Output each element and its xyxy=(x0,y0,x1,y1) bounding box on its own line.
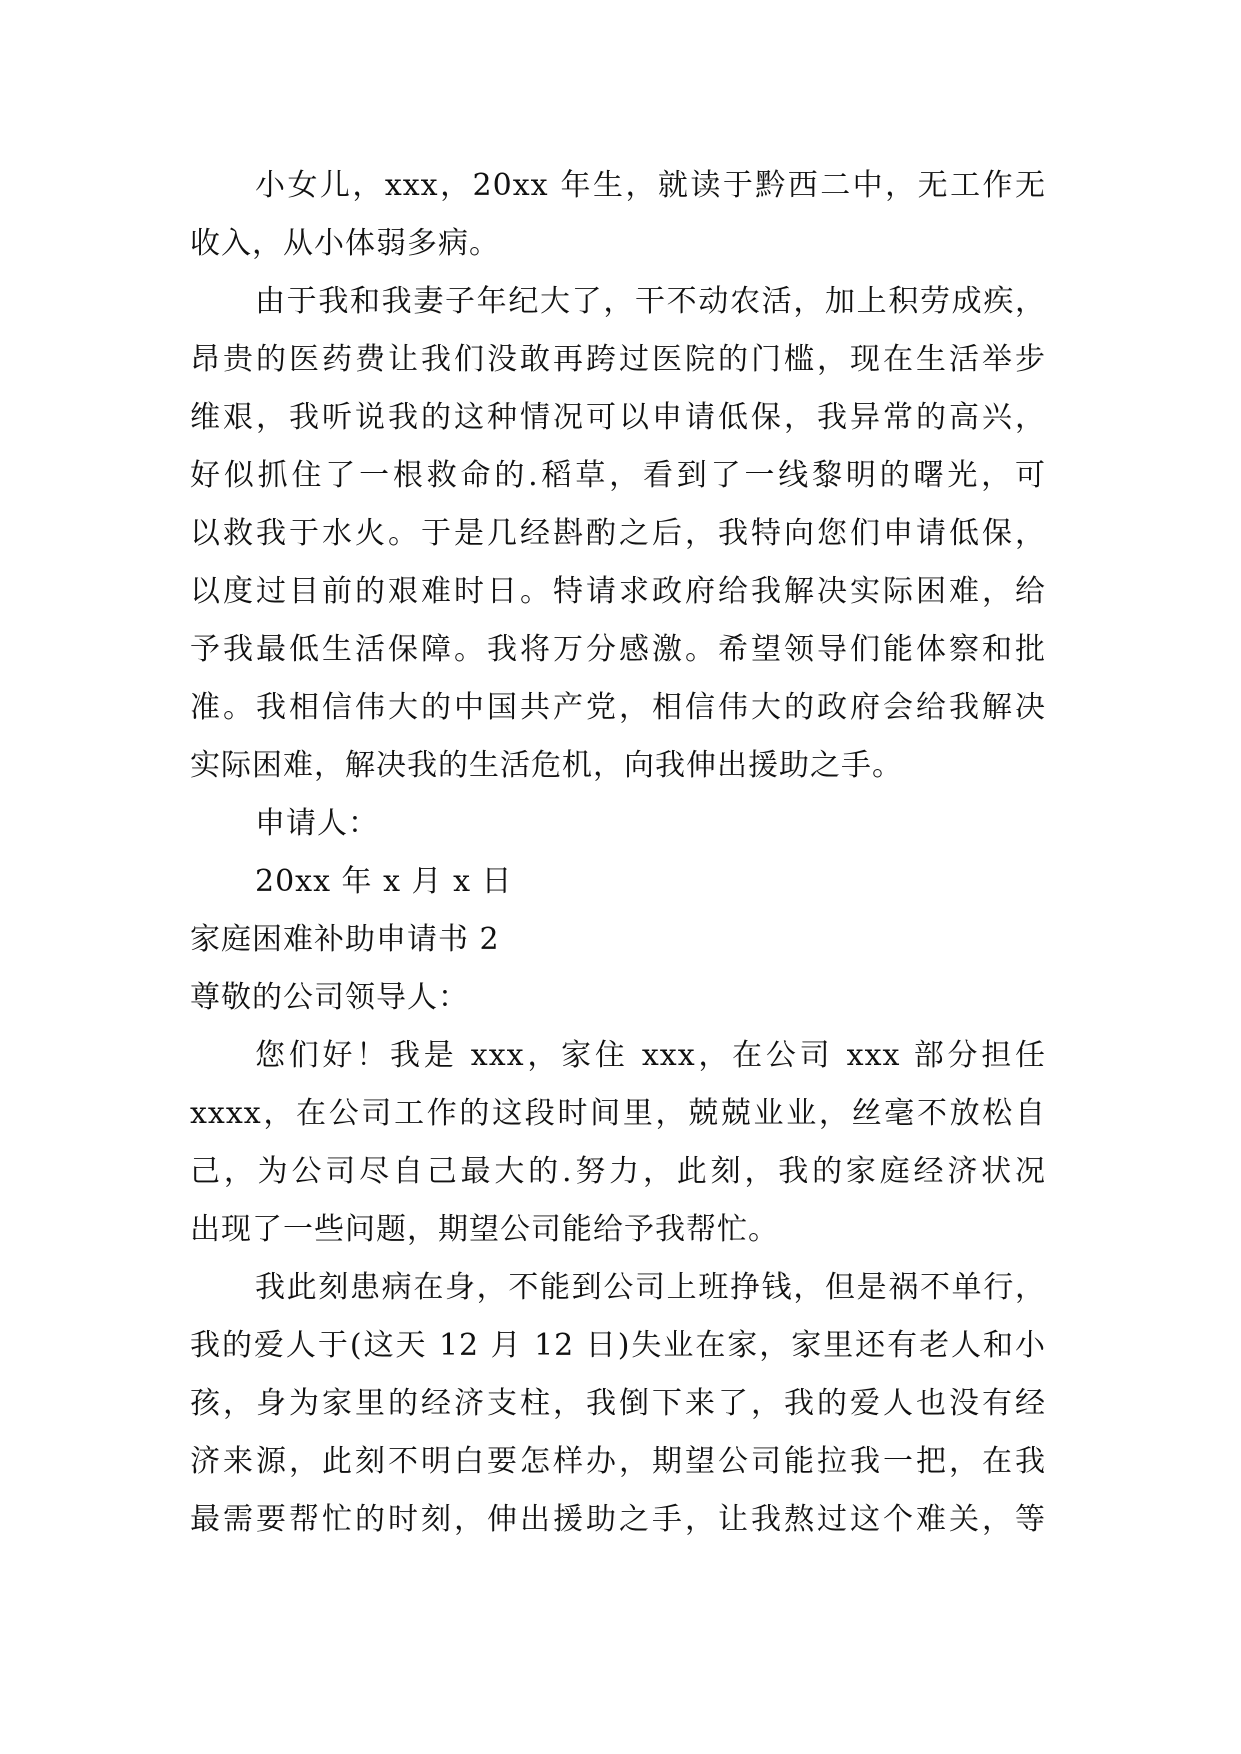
paragraph-line: 予我最低生活保障。我将万分感激。希望领导们能体察和批 xyxy=(190,632,1046,667)
paragraph-line: 由于我和我妻子年纪大了，干不动农活，加上积劳成疾， xyxy=(255,284,1046,319)
document-title: 家庭困难补助申请书 2 xyxy=(190,922,500,957)
paragraph-line: 小女儿，xxx，20xx 年生，就读于黔西二中，无工作无 xyxy=(255,168,1046,203)
paragraph-line: 济来源，此刻不明白要怎样办，期望公司能拉我一把，在我 xyxy=(190,1444,1046,1479)
paragraph-line: 维艰，我听说我的这种情况可以申请低保，我异常的高兴， xyxy=(190,400,1046,435)
paragraph-line: 我此刻患病在身，不能到公司上班挣钱，但是祸不单行， xyxy=(255,1270,1046,1305)
salutation: 尊敬的公司领导人： xyxy=(190,980,469,1015)
paragraph-line: 出现了一些问题，期望公司能给予我帮忙。 xyxy=(190,1212,779,1247)
paragraph-line: 昂贵的医药费让我们没敢再跨过医院的门槛，现在生活举步 xyxy=(190,342,1046,377)
paragraph-line: 准。我相信伟大的中国共产党，相信伟大的政府会给我解决 xyxy=(190,690,1046,725)
paragraph-line: 最需要帮忙的时刻，伸出援助之手，让我熬过这个难关，等 xyxy=(190,1502,1046,1537)
paragraph-line: 好似抓住了一根救命的.稻草，看到了一线黎明的曙光，可 xyxy=(190,458,1046,493)
paragraph-line: 己，为公司尽自己最大的.努力，此刻，我的家庭经济状况 xyxy=(190,1154,1046,1189)
paragraph-line: 收入，从小体弱多病。 xyxy=(190,226,500,261)
paragraph-line: 我的爱人于(这天 12 月 12 日)失业在家，家里还有老人和小 xyxy=(190,1328,1046,1363)
paragraph-line: 以救我于水火。于是几经斟酌之后，我特向您们申请低保， xyxy=(190,516,1046,551)
paragraph-line: 孩，身为家里的经济支柱，我倒下来了，我的爱人也没有经 xyxy=(190,1386,1046,1421)
paragraph-line: xxxx，在公司工作的这段时间里，兢兢业业，丝毫不放松自 xyxy=(190,1096,1046,1131)
date-line: 20xx 年 x 月 x 日 xyxy=(255,864,513,899)
paragraph-line: 您们好！我是 xxx，家住 xxx，在公司 xxx 部分担任 xyxy=(255,1038,1046,1073)
applicant-label: 申请人： xyxy=(255,806,379,841)
paragraph-line: 以度过目前的艰难时日。特请求政府给我解决实际困难，给 xyxy=(190,574,1046,609)
paragraph-line: 实际困难，解决我的生活危机，向我伸出援助之手。 xyxy=(190,748,903,783)
